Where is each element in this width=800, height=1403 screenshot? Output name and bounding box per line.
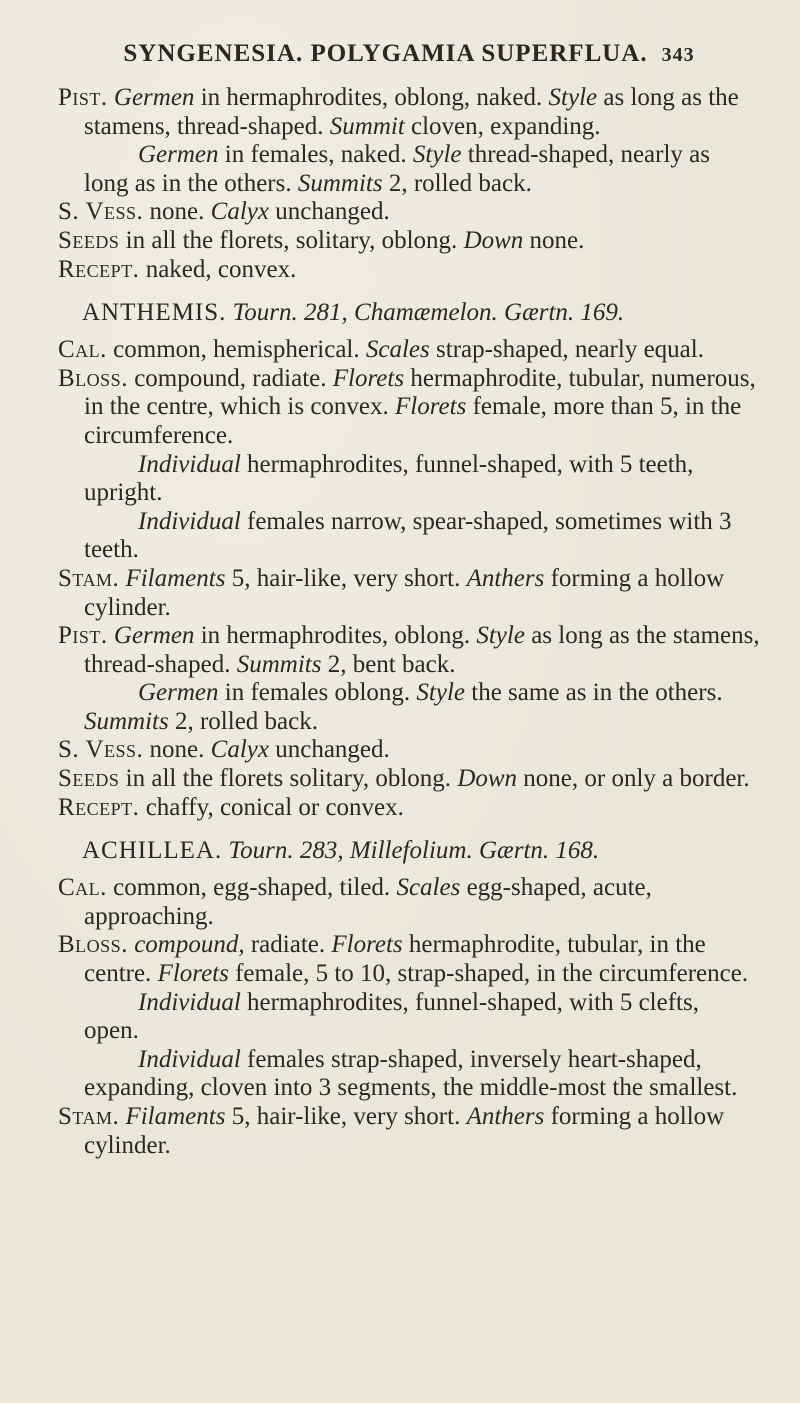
part-label: Seeds [58, 226, 120, 254]
italic-term: Individual [138, 507, 241, 535]
sub-paragraph [58, 989, 760, 1046]
text-run: 2, rolled back. [382, 169, 532, 197]
running-head [58, 40, 760, 68]
tournefort-ref: Tourn. 281, [232, 299, 348, 327]
text-run: thread-shaped, nearly as long as in the others. [84, 141, 710, 197]
italic-term: Down [463, 226, 524, 254]
gaertner-ref: Gærtn. 169. [504, 299, 625, 327]
part-label: Seeds [58, 765, 120, 793]
italic-term: Style [412, 141, 462, 169]
italic-term: Style [416, 679, 466, 707]
text-run: 5, hair-like, very short. [225, 564, 467, 592]
italic-term: Individual [138, 1045, 241, 1073]
text-run: females strap-shaped, inversely heart-shaped, expanding, cloven into 3 segments, the middle-most the smallest. [84, 1045, 738, 1102]
gaertner-ref: Gærtn. 168. [478, 837, 600, 865]
italic-term: Calyx [210, 198, 269, 226]
description-paragraph [58, 622, 760, 679]
text-run: unchanged. [268, 736, 390, 764]
italic-term: Filaments [125, 564, 226, 592]
page-body [58, 84, 760, 1160]
italic-term: Down [457, 765, 518, 793]
italic-term: Florets [395, 393, 467, 421]
text-run: egg-shaped, acute, approaching. [84, 874, 652, 930]
text-run: none. [149, 198, 211, 226]
text-run: forming a hollow cylinder. [84, 564, 725, 621]
description-paragraph [58, 736, 760, 765]
text-run: forming a hollow cylinder. [84, 1103, 725, 1159]
genus-synonym: Millefolium. [349, 837, 473, 865]
sub-paragraph [58, 1046, 760, 1103]
description-paragraph [58, 256, 760, 285]
tournefort-ref: Tourn. 283, [228, 837, 344, 865]
italic-term: Anthers [466, 1103, 545, 1130]
text-run: strap-shaped, nearly equal. [429, 336, 704, 364]
italic-term: Summits [297, 169, 383, 197]
text-run: compound, radiate. [134, 364, 333, 392]
description-paragraph [58, 794, 760, 823]
text-run: none, or only a border. [517, 765, 750, 793]
text-run: in females, naked. [218, 141, 413, 169]
italic-term: Germen [113, 622, 195, 650]
italic-term: Filaments [125, 1103, 226, 1130]
genus-heading [82, 298, 760, 328]
description-paragraph [58, 874, 760, 931]
text-run: hermaphrodites, funnel-shaped, with 5 clefts, open. [84, 988, 699, 1045]
description-paragraph [58, 765, 760, 794]
text-run: as long as the stamens, thread-shaped. [84, 622, 760, 678]
sub-paragraph [58, 508, 760, 565]
italic-term: Summits [84, 707, 169, 735]
genus-heading [82, 836, 760, 866]
italic-term: Summit [329, 112, 405, 140]
italic-term: Calyx [210, 736, 269, 764]
italic-term: Individual [138, 450, 241, 478]
description-paragraph [58, 336, 760, 365]
part-label: Recept. [58, 793, 140, 821]
text-run: females narrow, spear-shaped, sometimes with 3 teeth. [84, 507, 732, 564]
text-run: 5, hair-like, very short. [225, 1103, 467, 1130]
italic-term: Germen [113, 84, 195, 111]
text-run: in all the florets, solitary, oblong. [125, 226, 464, 254]
text-run: 2, rolled back. [168, 707, 318, 735]
italic-term: Style [476, 622, 525, 650]
italic-term: Florets [331, 931, 403, 959]
sub-paragraph [58, 451, 760, 508]
text-run: hermaphrodite, tubular, in the centre. [84, 931, 706, 988]
part-label: Pist. [58, 622, 108, 650]
text-run: as long as the stamens, thread-shaped. [84, 84, 739, 140]
text-run: in hermaphrodites, oblong. [194, 622, 477, 650]
italic-term: Individual [138, 988, 241, 1016]
sub-paragraph [58, 679, 760, 736]
italic-term: Summits [236, 650, 322, 678]
text-run: none. [523, 226, 585, 254]
text-run: common, hemispherical. [113, 336, 366, 364]
description-paragraph [58, 1103, 760, 1160]
part-label: S. Vess. [58, 198, 144, 226]
description-paragraph [58, 931, 760, 988]
part-label: Bloss. [58, 364, 128, 392]
description-paragraph [58, 198, 760, 227]
italic-term: Germen [138, 679, 219, 707]
text-run: radiate. [244, 931, 332, 959]
part-label: Stam. [58, 1103, 120, 1130]
text-run: none. [149, 736, 211, 764]
description-paragraph [58, 84, 760, 141]
text-run: chaffy, conical or convex. [145, 793, 404, 821]
text-run: in females oblong. [218, 679, 417, 707]
italic-term: Florets [332, 364, 405, 392]
running-head-title: SYNGENESIA. POLYGAMIA SUPERFLUA. [123, 40, 648, 67]
part-label: Stam. [58, 564, 120, 592]
part-label: S. Vess. [58, 736, 144, 764]
part-label: Cal. [58, 874, 107, 902]
part-label: Pist. [58, 84, 108, 111]
description-paragraph [58, 365, 760, 451]
text-run: hermaphrodites, funnel-shaped, with 5 teeth, upright. [84, 450, 694, 507]
italic-term: Germen [138, 141, 219, 169]
text-run: cloven, expanding. [404, 112, 601, 140]
italic-term: Scales [365, 336, 430, 364]
italic-term: Florets [157, 960, 229, 988]
part-label: Bloss. [58, 931, 128, 959]
page-number: 343 [661, 44, 695, 66]
text-run: unchanged. [268, 198, 390, 226]
sub-paragraph [58, 141, 760, 198]
genus-synonym: Chamæmelon. [354, 299, 498, 327]
text-run: 2, bent back. [321, 650, 456, 678]
description-paragraph [58, 227, 760, 256]
text-run: in all the florets solitary, oblong. [125, 765, 458, 793]
genus-name: ACHILLEA. [82, 837, 223, 865]
italic-term: Scales [396, 874, 461, 902]
part-label: Recept. [58, 255, 140, 283]
text-run: hermaphrodite, tubular, numerous, in the centre, which is convex. [84, 364, 756, 421]
text-run: the same as in the others. [465, 679, 723, 707]
genus-name: ANTHEMIS. [82, 299, 227, 327]
text-run: common, egg-shaped, tiled. [113, 874, 397, 902]
italic-term: compound, [134, 931, 245, 959]
text-run: naked, convex. [145, 255, 297, 283]
italic-term: Anthers [466, 564, 545, 592]
italic-term: Style [548, 84, 598, 111]
part-label: Cal. [58, 336, 107, 364]
description-paragraph [58, 565, 760, 622]
text-run: female, more than 5, in the circumference. [84, 393, 742, 449]
text-run: female, 5 to 10, strap-shaped, in the circumference. [228, 960, 749, 988]
text-run: in hermaphrodites, oblong, naked. [194, 84, 549, 111]
